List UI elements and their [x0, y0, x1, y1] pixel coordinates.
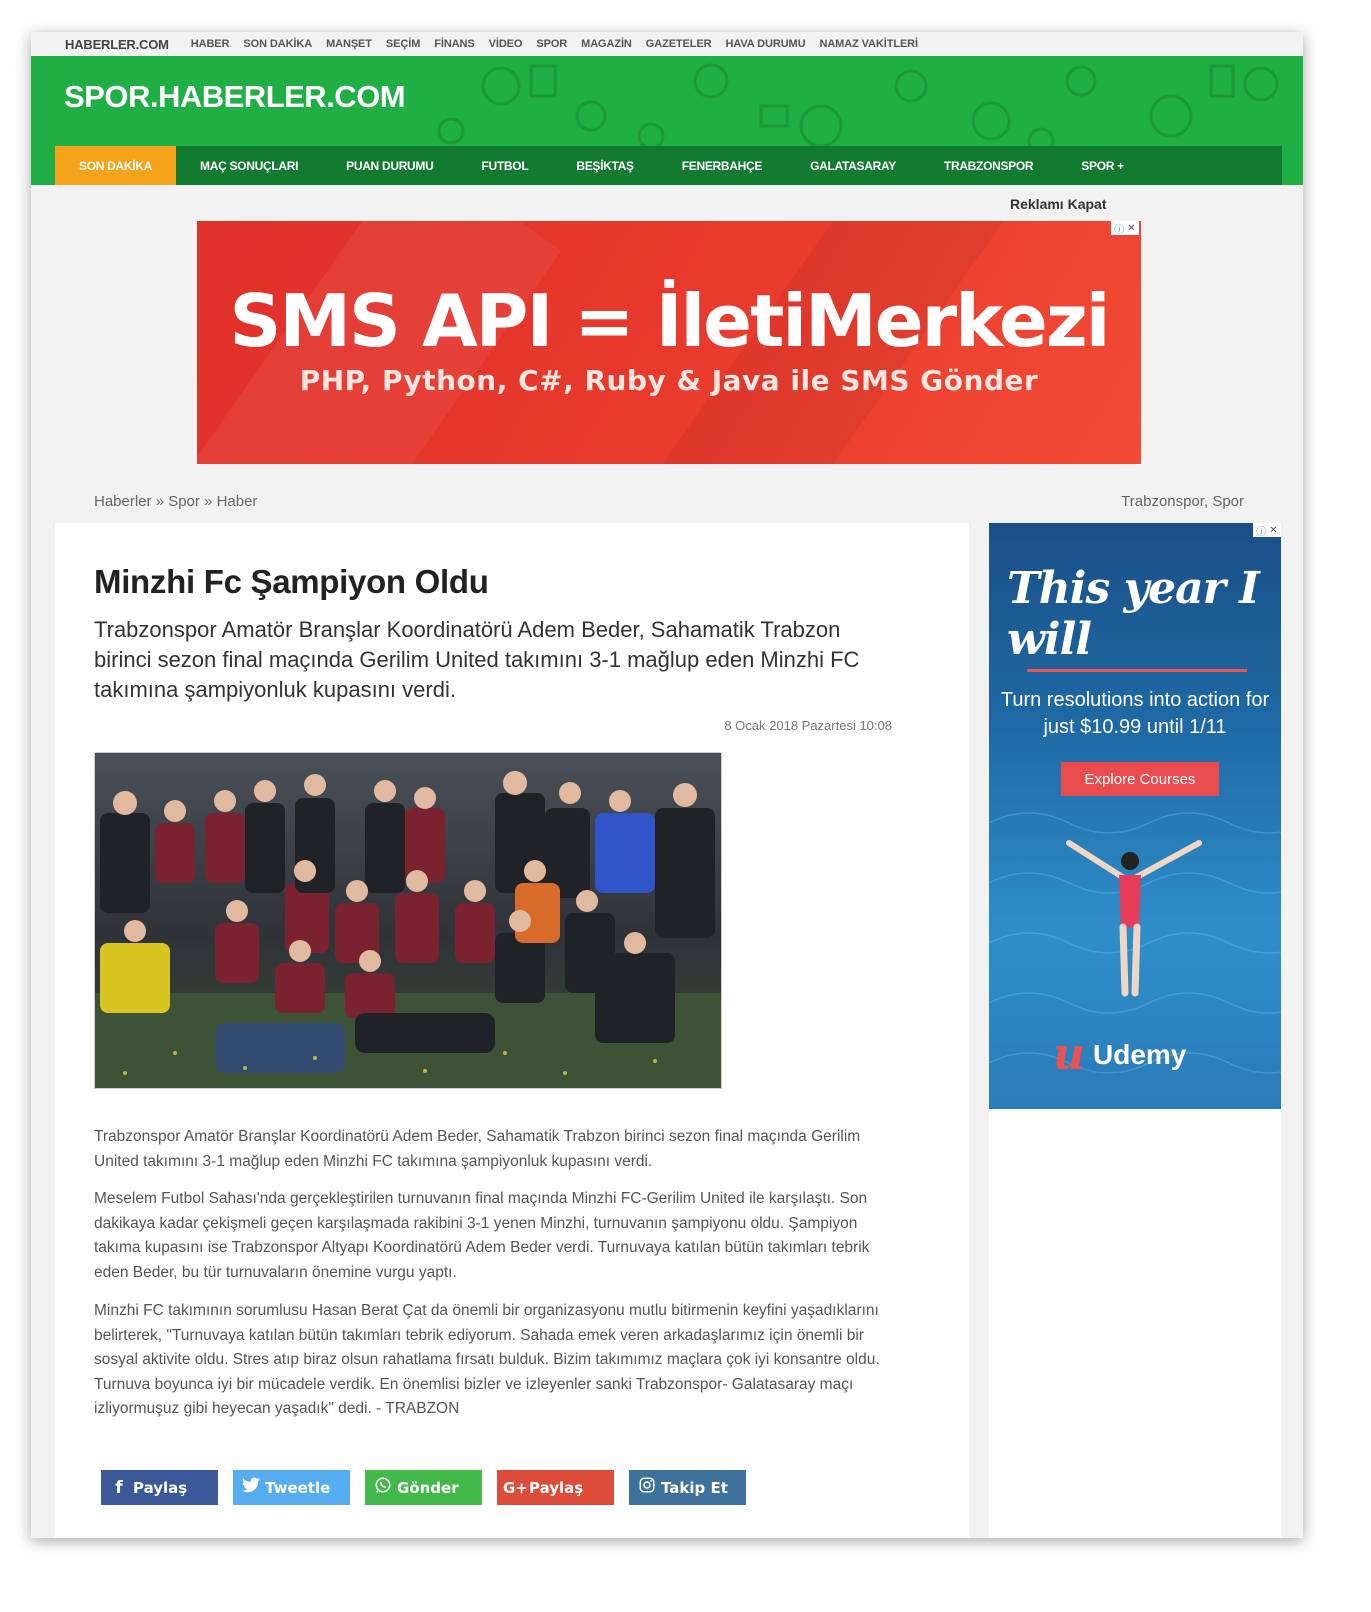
- banner-ad-headline: SMS API = İletiMerkezi: [229, 279, 1109, 363]
- explore-courses-button[interactable]: Explore Courses: [1061, 762, 1219, 796]
- banner-ad-subline: PHP, Python, C#, Ruby & Java ile SMS Gönder: [299, 364, 1039, 397]
- twitter-icon: [239, 1477, 263, 1498]
- article-photo: [94, 752, 722, 1089]
- close-ad-link[interactable]: Reklamı Kapat: [1010, 196, 1107, 212]
- nav-son-dakika[interactable]: SON DAKİKA: [55, 146, 176, 185]
- main-nav: [55, 146, 1282, 185]
- facebook-icon: f: [115, 1477, 123, 1498]
- top-nav-spor[interactable]: SPOR: [536, 38, 568, 50]
- nav-puan-durumu[interactable]: PUAN DURUMU: [346, 158, 434, 173]
- article-paragraph-2: Meselem Futbol Sahası'nda gerçekleştirilen turnuvanın final maçında Minzhi FC-Gerilim United ile karşılaştı. Son dakikaya kadar çekişmeli geçen karşılaşmada rakibini 3-1 yenen Minzhi, turnuvanın şampiyonu oldu. Şampiyon takıma kupasını ise Trabzonspor Altyapı Koordinatörü Adem Beder verdi. Turnuvaya katılan bütün takımları tebrik eden Beder, bu tür turnuvaların önemine vurgu yaptı.: [94, 1190, 870, 1281]
- nav-galatasaray[interactable]: GALATASARAY: [810, 158, 896, 173]
- article-paragraph-1: Trabzonspor Amatör Branşlar Koordinatörü Adem Beder, Sahamatik Trabzon birinci sezon final maçında Gerilim United takımını 3-1 mağlup eden Minzhi FC takımına şampiyonluk kupasını verdi.: [94, 1128, 861, 1170]
- haberler-logo[interactable]: HABERLER.COM: [65, 36, 169, 52]
- side-ad[interactable]: [989, 523, 1281, 1109]
- article-date: 8 Ocak 2018 Pazartesi 10:08: [724, 718, 892, 733]
- team-photo-illustration: [95, 753, 721, 1088]
- top-nav-magazin[interactable]: MAGAZİN: [581, 38, 632, 50]
- google-plus-icon: G+: [503, 1478, 528, 1497]
- twitter-share-button[interactable]: Tweetle: [233, 1470, 350, 1505]
- side-ad-close-icon[interactable]: ⓘ ✕: [1253, 523, 1281, 537]
- side-ad-divider: [1027, 669, 1247, 672]
- article: [55, 523, 969, 1538]
- udemy-u-icon: u: [1053, 1029, 1085, 1080]
- article-paragraph-3: Minzhi FC takımının sorumlusu Hasan Berat Çat da önemli bir organizasyonu mutlu bitirmenin keyfini yaşadıklarını belirterek, "Turnuvaya katılan bütün takımları tebrik ediyorum. Sahada emek veren arkadaşlarımız için önemli bir sosyal aktivite oldu. Stres atıp biraz olsun rahatlama fırsatı bulduk. Bizim takımımız maçlara çok iyi konsantre oldu. Turnuva boyunca iyi bir mücadele verdik. En önemlisi bizler ve izleyenler sanki Trabzonspor- Galatasaray maçı izliyormuşuz gibi heyecan yaşadık" dedi. - TRABZON: [94, 1302, 880, 1417]
- top-nav-gazeteler[interactable]: GAZETELER: [645, 38, 712, 50]
- nav-spor-plus[interactable]: SPOR +: [1081, 158, 1124, 173]
- top-nav-haber[interactable]: HABER: [190, 38, 230, 50]
- top-navbar: [31, 32, 1303, 56]
- side-ad-text: Turn resolutions into action for just $10.99 until 1/11: [1000, 689, 1270, 738]
- instagram-follow-button[interactable]: Takip Et: [629, 1470, 746, 1505]
- top-nav-links: [177, 38, 918, 50]
- instagram-icon: [635, 1476, 659, 1499]
- top-nav-secim[interactable]: SEÇİM: [385, 38, 421, 50]
- top-nav-video[interactable]: VİDEO: [488, 38, 523, 50]
- top-nav-finans[interactable]: FİNANS: [434, 38, 475, 50]
- article-lead: Trabzonspor Amatör Branşlar Koordinatörü Adem Beder, Sahamatik Trabzon birinci sezon final maçında Gerilim United takımını 3-1 mağlup eden Minzhi FC takımına şampiyonluk kupasını verdi.: [94, 617, 860, 702]
- google-plus-share-button[interactable]: G+ Paylaş: [497, 1470, 614, 1505]
- share-buttons: [101, 1470, 746, 1505]
- article-title: Minzhi Fc Şampiyon Oldu: [94, 563, 489, 600]
- site-header: [31, 56, 1303, 185]
- side-ad-headline: This year I will: [1007, 563, 1259, 665]
- nav-mac-sonuclari[interactable]: MAÇ SONUÇLARI: [200, 158, 299, 173]
- banner-ad[interactable]: [197, 221, 1141, 464]
- facebook-share-button[interactable]: f Paylaş: [101, 1470, 218, 1505]
- whatsapp-share-button[interactable]: Gönder: [365, 1470, 482, 1505]
- browser-page: [31, 32, 1303, 1538]
- udemy-logo: u Udemy: [1053, 1029, 1187, 1080]
- nav-trabzonspor[interactable]: TRABZONSPOR: [943, 158, 1034, 173]
- breadcrumb[interactable]: Haberler » Spor » Haber: [94, 493, 258, 510]
- top-nav-manset[interactable]: MANŞET: [326, 38, 372, 50]
- spor-haberler-logo[interactable]: SPOR.HABERLER.COM: [64, 79, 406, 114]
- top-nav-son-dakika[interactable]: SON DAKİKA: [243, 38, 313, 50]
- ad-close-icon[interactable]: ⓘ ✕: [1111, 221, 1139, 235]
- article-tags[interactable]: Trabzonspor, Spor: [1121, 493, 1244, 510]
- sidebar: [989, 523, 1281, 1538]
- swimmer-figure: [1069, 843, 1199, 993]
- nav-besiktas[interactable]: BEŞİKTAŞ: [576, 158, 634, 173]
- top-nav-hava-durumu[interactable]: HAVA DURUMU: [725, 38, 806, 50]
- nav-fenerbahce[interactable]: FENERBAHÇE: [681, 158, 763, 173]
- top-nav-namaz-vakitleri[interactable]: NAMAZ VAKİTLERİ: [819, 38, 918, 50]
- whatsapp-icon: [371, 1476, 395, 1499]
- nav-futbol[interactable]: FUTBOL: [481, 158, 529, 173]
